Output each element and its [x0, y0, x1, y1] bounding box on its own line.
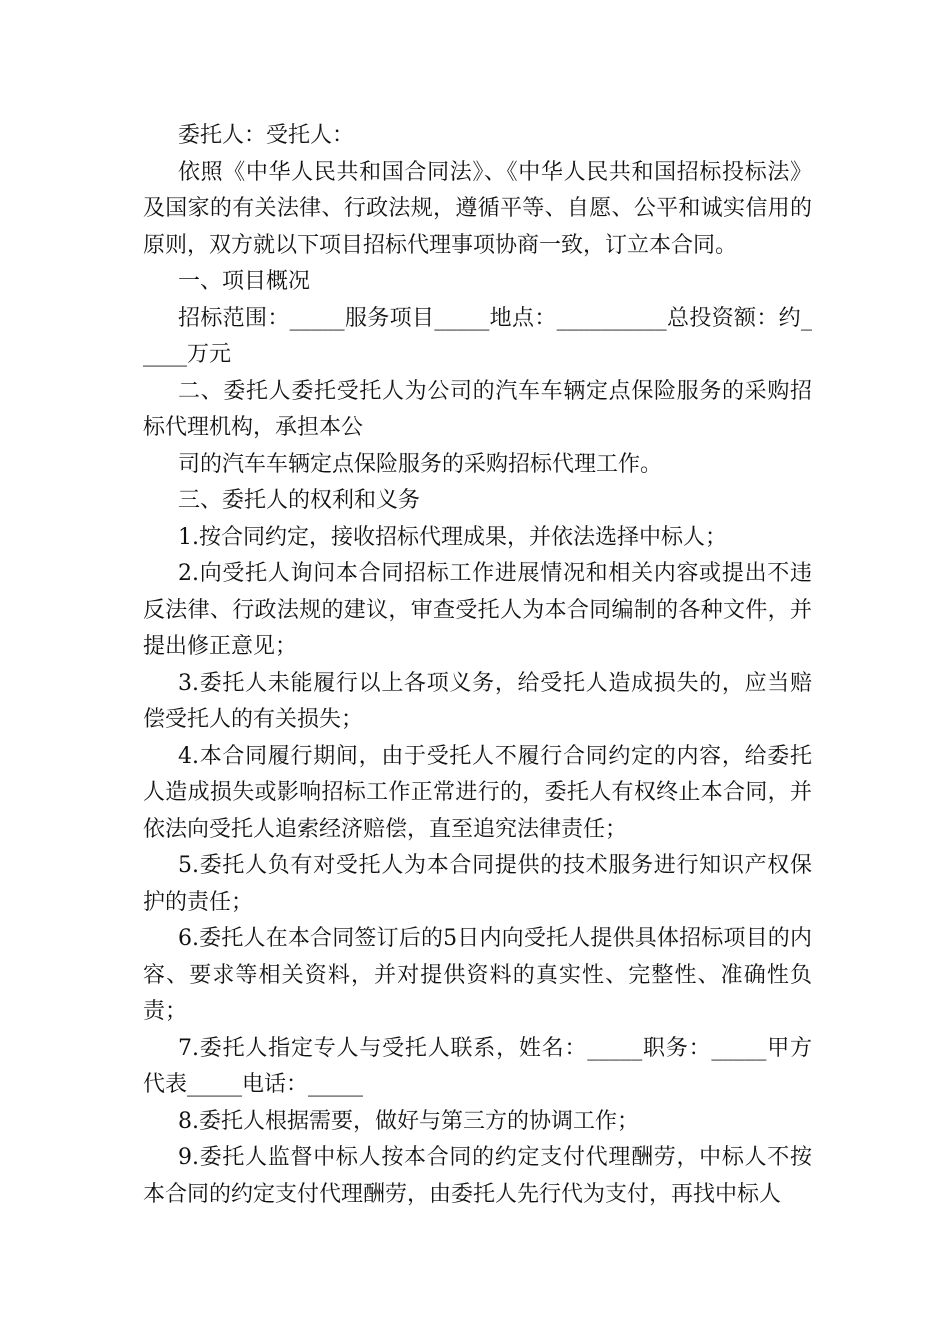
clause-1: 1.按合同约定，接收招标代理成果，并依法选择中标人； [178, 524, 727, 550]
clause-7: 7.委托人指定专人与受托人联系，姓名：_____职务：_____甲方代表_____电话：_____ [143, 1035, 812, 1097]
scope-paragraph: 招标范围：_____服务项目_____地点：__________总投资额：约_____万元 [143, 305, 812, 367]
clause-3: 3.委托人未能履行以上各项义务，给受托人造成损失的，应当赔偿受托人的有关损失； [143, 670, 812, 732]
section-two-continuation: 司的汽车车辆定点保险服务的采购招标代理工作。 [178, 451, 663, 477]
clause-9: 9.委托人监督中标人按本合同的约定支付代理酬劳，中标人不按本合同的约定支付代理酬劳，由委托人先行代为支付，再找中标人 [143, 1145, 812, 1207]
clause-6: 6.委托人在本合同签订后的5日内向受托人提供具体招标项目的内容、要求等相关资料，并对提供资料的真实性、完整性、准确性负责； [143, 926, 812, 1024]
section-two-paragraph: 二、委托人委托受托人为公司的汽车车辆定点保险服务的采购招标代理机构，承担本公 [143, 378, 812, 440]
clause-5: 5.委托人负有对受托人为本合同提供的技术服务进行知识产权保护的责任； [143, 853, 812, 915]
clause-4: 4.本合同履行期间，由于受托人不履行合同约定的内容，给委托人造成损失或影响招标工作正常进行的，委托人有权终止本合同，并依法向受托人追索经济赔偿，直至追究法律责任； [143, 743, 812, 842]
clause-2: 2.向受托人询问本合同招标工作进展情况和相关内容或提出不违反法律、行政法规的建议，审查受托人为本合同编制的各种文件，并提出修正意见； [143, 561, 812, 659]
clause-8: 8.委托人根据需要，做好与第三方的协调工作； [178, 1108, 639, 1134]
parties-line: 委托人：受托人： [178, 123, 355, 148]
preamble-paragraph: 依照《中华人民共和国合同法》、《中华人民共和国招标投标法》及国家的有关法律、行政法规，遵循平等、自愿、公平和诚实信用的原则，双方就以下项目招标代理事项协商一致，订立本合同。 [143, 159, 812, 258]
section-heading-rights: 三、委托人的权利和义务 [178, 488, 421, 513]
section-heading-overview: 一、项目概况 [178, 269, 311, 294]
